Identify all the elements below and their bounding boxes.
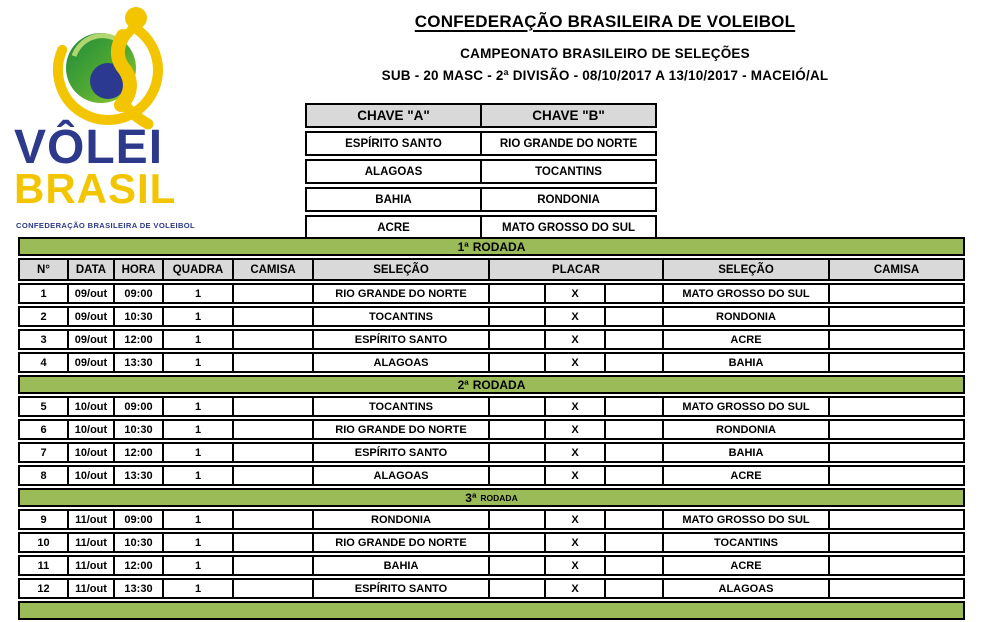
match-court: 1: [162, 354, 232, 371]
home-team: ESPÍRITO SANTO: [312, 580, 488, 597]
match-date: 10/out: [67, 444, 113, 461]
match-time: 12:00: [113, 444, 162, 461]
versus-mark: X: [544, 580, 604, 597]
match-time: 09:00: [113, 511, 162, 528]
match-date: 11/out: [67, 580, 113, 597]
match-court: 1: [162, 534, 232, 551]
away-shirt-cell: [828, 354, 963, 371]
away-shirt-cell: [828, 444, 963, 461]
away-team: ACRE: [662, 331, 828, 348]
schedule-header-row: [18, 258, 965, 281]
versus-mark: X: [544, 331, 604, 348]
home-team: ESPÍRITO SANTO: [312, 331, 488, 348]
match-court: 1: [162, 444, 232, 461]
home-team: BAHIA: [312, 557, 488, 574]
away-team: TOCANTINS: [662, 534, 828, 551]
away-score-cell: [604, 511, 662, 528]
home-team: ALAGOAS: [312, 354, 488, 371]
home-score-cell: [488, 398, 544, 415]
home-team: RONDONIA: [312, 511, 488, 528]
versus-mark: X: [544, 511, 604, 528]
round-number: 3ª: [465, 490, 477, 505]
match-time: 10:30: [113, 534, 162, 551]
championship-subtitle: CAMPEONATO BRASILEIRO DE SELEÇÕES: [460, 46, 750, 61]
group-b-team: MATO GROSSO DO SUL: [480, 217, 655, 238]
away-shirt-cell: [828, 467, 963, 484]
col-header-data: DATA: [67, 260, 113, 279]
groups-table: [305, 103, 657, 243]
match-time: 13:30: [113, 467, 162, 484]
home-shirt-cell: [232, 331, 312, 348]
match-row: [18, 306, 965, 327]
away-score-cell: [604, 398, 662, 415]
versus-mark: X: [544, 398, 604, 415]
logo-word-volei: VÔLEI: [14, 121, 164, 174]
match-time: 10:30: [113, 421, 162, 438]
match-number: 6: [40, 423, 47, 436]
round-word: RODADA: [472, 377, 526, 392]
home-score-cell: [488, 580, 544, 597]
away-score-cell: [604, 421, 662, 438]
groups-row: [305, 159, 657, 184]
home-score-cell: [488, 467, 544, 484]
match-number: 3: [40, 333, 47, 346]
away-shirt-cell: [828, 308, 963, 325]
col-header-hora: HORA: [113, 260, 162, 279]
volei-brasil-emblem-icon: [38, 4, 190, 132]
group-a-team: BAHIA: [375, 193, 412, 206]
groups-header-row: [305, 103, 657, 128]
col-header-placar: PLACAR: [488, 260, 662, 279]
match-row: [18, 555, 965, 576]
away-shirt-cell: [828, 557, 963, 574]
match-time: 09:00: [113, 398, 162, 415]
match-date: 10/out: [67, 398, 113, 415]
match-number: 2: [40, 310, 47, 323]
away-score-cell: [604, 534, 662, 551]
match-date: 10/out: [67, 421, 113, 438]
home-score-cell: [488, 354, 544, 371]
away-team: RONDONIA: [662, 308, 828, 325]
match-court: 1: [162, 421, 232, 438]
group-b-team: RIO GRANDE DO NORTE: [480, 133, 655, 154]
home-score-cell: [488, 511, 544, 528]
versus-mark: X: [544, 421, 604, 438]
home-score-cell: [488, 534, 544, 551]
away-score-cell: [604, 308, 662, 325]
away-shirt-cell: [828, 285, 963, 302]
match-court: 1: [162, 557, 232, 574]
match-row: [18, 442, 965, 463]
home-shirt-cell: [232, 354, 312, 371]
match-time: 13:30: [113, 354, 162, 371]
match-number: 10: [37, 536, 50, 549]
match-number: 8: [40, 469, 47, 482]
logo-caption: CONFEDERAÇÃO BRASILEIRA DE VOLEIBOL: [16, 221, 196, 230]
home-score-cell: [488, 308, 544, 325]
match-court: 1: [162, 398, 232, 415]
round-number: 2ª: [457, 377, 469, 392]
away-team: RONDONIA: [662, 421, 828, 438]
away-shirt-cell: [828, 534, 963, 551]
home-score-cell: [488, 331, 544, 348]
away-score-cell: [604, 354, 662, 371]
match-court: 1: [162, 285, 232, 302]
match-date: 09/out: [67, 308, 113, 325]
match-number: 5: [40, 400, 47, 413]
home-team: TOCANTINS: [312, 398, 488, 415]
group-b-title: CHAVE "B": [480, 105, 655, 126]
match-date: 11/out: [67, 534, 113, 551]
match-time: 09:00: [113, 285, 162, 302]
group-a-team: ACRE: [377, 221, 410, 234]
match-time: 12:00: [113, 557, 162, 574]
away-shirt-cell: [828, 580, 963, 597]
group-a-team: ESPÍRITO SANTO: [345, 137, 442, 150]
col-header-selecao-2: SELEÇÃO: [662, 260, 828, 279]
col-header-n: N°: [20, 260, 67, 279]
versus-mark: X: [544, 308, 604, 325]
match-time: 10:30: [113, 308, 162, 325]
home-score-cell: [488, 557, 544, 574]
col-header-camisa-2: CAMISA: [828, 260, 963, 279]
away-team: BAHIA: [662, 354, 828, 371]
match-date: 09/out: [67, 331, 113, 348]
match-number: 9: [40, 513, 47, 526]
match-row: [18, 509, 965, 530]
match-row: [18, 352, 965, 373]
match-row: [18, 465, 965, 486]
home-team: ESPÍRITO SANTO: [312, 444, 488, 461]
versus-mark: X: [544, 285, 604, 302]
cbv-logo: [8, 2, 230, 234]
home-shirt-cell: [232, 580, 312, 597]
match-date: 09/out: [67, 354, 113, 371]
home-team: RIO GRANDE DO NORTE: [312, 421, 488, 438]
match-row: [18, 396, 965, 417]
round-band-1: [18, 237, 965, 256]
round-band-3: [18, 488, 965, 507]
home-score-cell: [488, 285, 544, 302]
match-row: [18, 283, 965, 304]
home-shirt-cell: [232, 421, 312, 438]
home-team: RIO GRANDE DO NORTE: [312, 534, 488, 551]
away-score-cell: [604, 580, 662, 597]
away-shirt-cell: [828, 421, 963, 438]
match-court: 1: [162, 580, 232, 597]
match-time: 13:30: [113, 580, 162, 597]
home-shirt-cell: [232, 444, 312, 461]
away-score-cell: [604, 467, 662, 484]
round-number: 1ª: [457, 239, 469, 254]
group-a-team: ALAGOAS: [364, 165, 423, 178]
home-score-cell: [488, 421, 544, 438]
document-heading: [230, 12, 980, 83]
round-band-2: [18, 375, 965, 394]
group-b-team: TOCANTINS: [480, 161, 655, 182]
round-word: RODADA: [472, 239, 526, 254]
match-row: [18, 419, 965, 440]
match-court: 1: [162, 511, 232, 528]
match-court: 1: [162, 467, 232, 484]
groups-row: [305, 187, 657, 212]
group-a-title: CHAVE "A": [307, 105, 480, 126]
away-shirt-cell: [828, 331, 963, 348]
schedule-table: [18, 237, 965, 622]
col-header-selecao: SELEÇÃO: [312, 260, 488, 279]
home-team: RIO GRANDE DO NORTE: [312, 285, 488, 302]
away-shirt-cell: [828, 398, 963, 415]
away-score-cell: [604, 285, 662, 302]
away-shirt-cell: [828, 511, 963, 528]
document-title: CONFEDERAÇÃO BRASILEIRA DE VOLEIBOL: [414, 12, 796, 31]
versus-mark: X: [544, 534, 604, 551]
match-row: [18, 329, 965, 350]
home-shirt-cell: [232, 534, 312, 551]
match-court: 1: [162, 308, 232, 325]
match-number: 4: [40, 356, 47, 369]
match-row: [18, 532, 965, 553]
group-b-team: RONDONIA: [480, 189, 655, 210]
match-number: 12: [37, 582, 50, 595]
away-team: MATO GROSSO DO SUL: [662, 511, 828, 528]
away-score-cell: [604, 557, 662, 574]
match-number: 7: [40, 446, 47, 459]
away-team: ACRE: [662, 467, 828, 484]
home-shirt-cell: [232, 308, 312, 325]
home-team: TOCANTINS: [312, 308, 488, 325]
versus-mark: X: [544, 467, 604, 484]
match-number: 1: [40, 287, 47, 300]
match-court: 1: [162, 331, 232, 348]
home-shirt-cell: [232, 467, 312, 484]
away-team: MATO GROSSO DO SUL: [662, 285, 828, 302]
match-date: 10/out: [67, 467, 113, 484]
away-score-cell: [604, 331, 662, 348]
match-date: 11/out: [67, 511, 113, 528]
division-details: SUB - 20 MASC - 2ª DIVISÃO - 08/10/2017 A 13/10/2017 - MACEIÓ/AL: [381, 68, 829, 83]
col-header-quadra: QUADRA: [162, 260, 232, 279]
round-word: RODADA: [480, 492, 518, 503]
away-score-cell: [604, 444, 662, 461]
match-date: 09/out: [67, 285, 113, 302]
home-score-cell: [488, 444, 544, 461]
logo-word-brasil: BRASIL: [14, 165, 177, 212]
home-shirt-cell: [232, 398, 312, 415]
versus-mark: X: [544, 557, 604, 574]
home-shirt-cell: [232, 557, 312, 574]
versus-mark: X: [544, 444, 604, 461]
match-time: 12:00: [113, 331, 162, 348]
col-header-camisa: CAMISA: [232, 260, 312, 279]
match-row: [18, 578, 965, 599]
away-team: BAHIA: [662, 444, 828, 461]
away-team: ACRE: [662, 557, 828, 574]
match-number: 11: [37, 559, 50, 572]
home-team: ALAGOAS: [312, 467, 488, 484]
home-shirt-cell: [232, 285, 312, 302]
away-team: MATO GROSSO DO SUL: [662, 398, 828, 415]
match-date: 11/out: [67, 557, 113, 574]
versus-mark: X: [544, 354, 604, 371]
away-team: ALAGOAS: [662, 580, 828, 597]
home-shirt-cell: [232, 511, 312, 528]
groups-row: [305, 131, 657, 156]
